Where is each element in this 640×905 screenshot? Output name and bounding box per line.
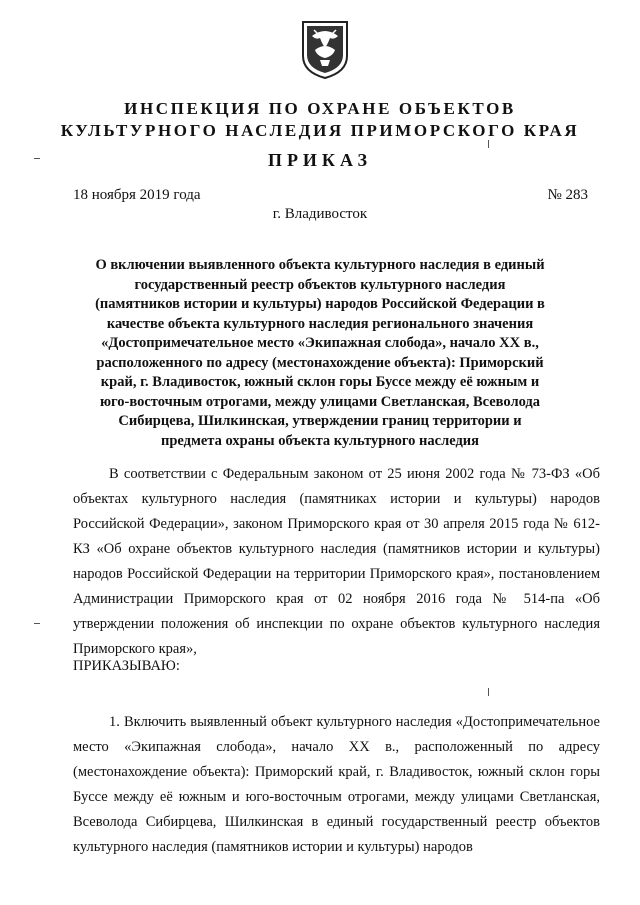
document-type: ПРИКАЗ [267,150,373,170]
scan-mark [488,140,489,148]
document-city: г. Владивосток [272,206,368,222]
organization-name [40,98,600,142]
order-item-1: 1. Включить выявленный объект культурного наследия «Достопримечательное место «Экипажная слобода», начало XX в., расположенный по адресу (местонахождение объекта): Приморский край, г. Владивосток, южный склон горы Буссе между её южным и юго-восточным отрогами, между улицами Светланская, Всеволода Сибирцева, Шилкинская в единый государственный реестр объектов культурного наследия (памятников истории и культуры) народов [73,714,600,855]
scan-mark [34,158,40,159]
scan-mark [488,688,489,696]
document-date: 18 ноября 2019 года [73,187,201,203]
document-number: № 283 [547,187,588,203]
preamble-paragraph: В соответствии с Федеральным законом от 25 июня 2002 года № 73-ФЗ «Об объектах культурного наследия (памятниках истории и культуры) народов Российской Федерации», законом Приморского края от 30 апреля 2015 года № 612-КЗ «Об охране объектов культурного наследия (памятников истории и культуры) народов Российской Федерации на территории Приморского края», постановлением Администрации Приморского края от 02 ноября 2016 года № 514-па «Об утверждении положения об инспекции по охране объектов культурного наследия Приморского края», [73,466,600,657]
organization-name-line1: ИНСПЕКЦИЯ ПО ОХРАНЕ ОБЪЕКТОВ [124,99,516,118]
order-word: ПРИКАЗЫВАЮ: [73,658,180,674]
organization-name-line2: КУЛЬТУРНОГО НАСЛЕДИЯ ПРИМОРСКОГО КРАЯ [60,121,580,140]
document-subject: О включении выявленного объекта культурного наследия в единый государственный реестр объектов культурного наследия (памятников истории и культуры) народов Российской Федерации в качестве объекта культурного наследия регионального значения «Достопримечательное место «Экипажная слобода», начало XX в., расположенного по адресу (местонахождение объекта): Приморский край, г. Владивосток, южный склон горы Буссе между её южным и юго-восточным отрогами, между улицами Светланская, Всеволода Сибирцева, Шилкинская, утверждении границ территории и предмета охраны объекта культурного наследия [95,257,545,449]
coat-of-arms-icon [300,16,350,80]
scan-mark [34,623,40,624]
